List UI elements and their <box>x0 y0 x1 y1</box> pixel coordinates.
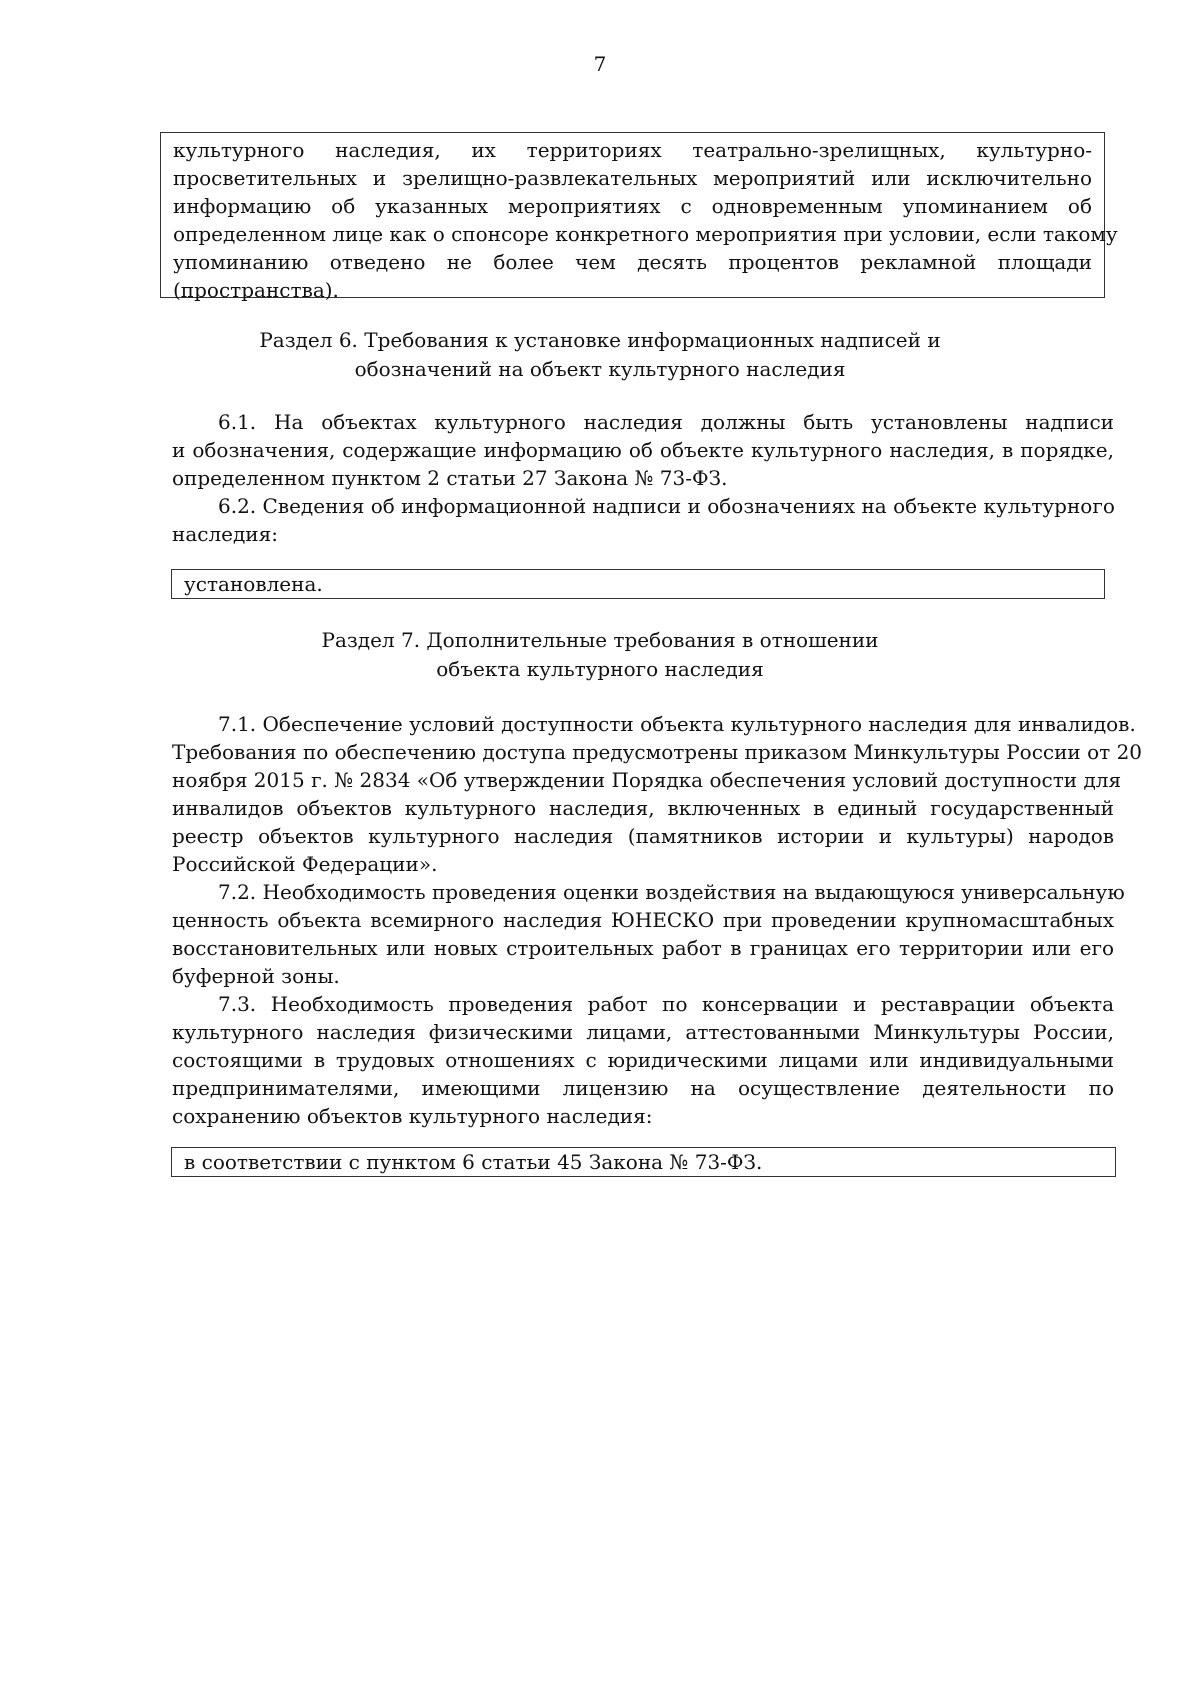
para-line: 6.2. Сведения об информационной надписи и обозначениях на объекте культурного <box>218 494 1115 518</box>
para-line: буферной зоны. <box>172 964 340 988</box>
paragraph-6-1 <box>172 408 1114 492</box>
paragraph-6-2 <box>172 492 1114 548</box>
para-line: реестр объектов культурного наследия (памятников истории и культуры) народов <box>172 824 1114 848</box>
conservation-requirement-box <box>171 1147 1116 1177</box>
heading-line: обозначений на объект культурного наследия <box>354 357 846 381</box>
heading-line: Раздел 7. Дополнительные требования в отношении <box>321 628 879 652</box>
box-line: (пространства). <box>173 278 339 302</box>
inscription-status-value: установлена. <box>184 572 323 596</box>
conservation-requirement-value: в соответствии с пунктом 6 статьи 45 Закона № 73-ФЗ. <box>184 1150 763 1174</box>
para-line: 6.1. На объектах культурного наследия должны быть установлены надписи <box>218 410 1114 434</box>
para-line: сохранению объектов культурного наследия: <box>172 1104 653 1128</box>
para-line: наследия: <box>172 522 278 546</box>
para-line: определенном пунктом 2 статьи 27 Закона № 73-ФЗ. <box>172 466 728 490</box>
paragraph-7-2 <box>172 878 1125 990</box>
para-line: Требования по обеспечению доступа предусмотрены приказом Минкультуры России от 20 <box>172 740 1143 764</box>
box-line: культурного наследия, их территориях театрально-зрелищных, культурно- <box>173 138 1092 162</box>
heading-line: объекта культурного наследия <box>436 657 764 681</box>
page-number: 7 <box>593 52 607 76</box>
para-line: состоящими в трудовых отношениях с юридическими лицами или индивидуальными <box>172 1048 1114 1072</box>
box-line: просветительных и зрелищно-развлекательных мероприятий или исключительно <box>173 166 1092 190</box>
paragraph-7-1 <box>172 710 1143 878</box>
box-line: упоминанию отведено не более чем десять процентов рекламной площади <box>173 250 1092 274</box>
section6-heading <box>0 326 1200 384</box>
inscription-status-box <box>171 569 1105 599</box>
para-line: 7.2. Необходимость проведения оценки воздействия на выдающуюся универсальную <box>218 880 1125 904</box>
para-line: предпринимателями, имеющими лицензию на осуществление деятельности по <box>172 1076 1114 1100</box>
heading-line: Раздел 6. Требования к установке информационных надписей и <box>259 328 941 352</box>
section7-heading <box>0 626 1200 684</box>
para-line: 7.3. Необходимость проведения работ по консервации и реставрации объекта <box>218 992 1114 1016</box>
para-line: и обозначения, содержащие информацию об объекте культурного наследия, в порядке, <box>172 438 1114 462</box>
para-line: восстановительных или новых строительных работ в границах его территории или его <box>172 936 1114 960</box>
para-line: 7.1. Обеспечение условий доступности объекта культурного наследия для инвалидов. <box>218 712 1136 736</box>
para-line: инвалидов объектов культурного наследия, включенных в единый государственный <box>172 796 1114 820</box>
box-line: информацию об указанных мероприятиях с одновременным упоминанием об <box>173 194 1092 218</box>
continuation-box <box>160 132 1118 302</box>
box-line: определенном лице как о спонсоре конкретного мероприятия при условии, если такому <box>173 222 1118 246</box>
para-line: культурного наследия физическими лицами, аттестованными Минкультуры России, <box>172 1020 1114 1044</box>
para-line: Российской Федерации». <box>172 852 438 876</box>
paragraph-7-3 <box>172 990 1114 1130</box>
para-line: ноября 2015 г. № 2834 «Об утверждении Порядка обеспечения условий доступности для <box>172 768 1122 792</box>
para-line: ценность объекта всемирного наследия ЮНЕСКО при проведении крупномасштабных <box>172 908 1114 932</box>
